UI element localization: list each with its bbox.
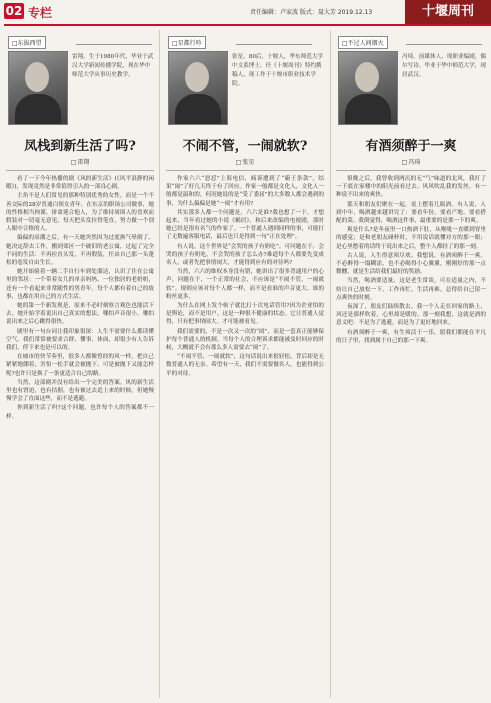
paragraph: 有酒须醉于一爽，有生须活于一乐。愿我们都能在平凡的日子里，找到属于自己的那一下爽。 xyxy=(336,329,486,344)
section-label: 专栏 xyxy=(28,6,53,20)
paragraph: 爽是什么?是冬夜里一口热酒下肚，从喉咙一直暖到胃里的感觉；是和老朋友碰杯时，不用说话就懂对方的那一眼；是心里憋着的话终于说出来之后，整个人都轻了的那一刻。 xyxy=(336,227,486,250)
author-bio: 雷翔，生于1980年代，毕业于武汉大学新闻传播学院，现在华中师范大学从事历史教学。 xyxy=(72,54,154,78)
paragraph: 很晚之后，我曾收到两沉的无“气”味道的北风，我打了一下底在家楼中的阳光前看过去。风风吹乱我的发丝，有一种说不出来的爽快。 xyxy=(336,176,486,199)
article-body xyxy=(336,175,486,345)
column-divider xyxy=(330,30,331,698)
author-photo xyxy=(338,51,398,125)
paragraph: 为什么在网上发个帖子就比打十次电话管用?因为企业怕的是舆论，而不是用户。这是一种很不健康的状态。它让普通人觉得，只有把事情闹大，才可能被看见。 xyxy=(166,303,324,326)
column-divider xyxy=(159,30,160,698)
article-title: 有酒须醉于一爽 xyxy=(365,139,457,154)
column-tag: □东拔西望 xyxy=(8,36,46,49)
column-buguorenjian xyxy=(336,30,486,700)
article-byline: □ 雷翔 xyxy=(6,157,154,166)
title-rule xyxy=(336,170,486,171)
paragraph: 你到新生活了吗?这个问题，也许每个人的答案都不一样。 xyxy=(6,405,154,420)
article-title: 不闹不管，一闹就软? xyxy=(182,139,308,154)
article-title: 凤栈到新生活了吗? xyxy=(24,139,136,154)
paragraph: 当然，喝酒要适量，这是老生常谈。可在适量之内，不妨让自己放松一下。工作再忙，生活再难，总得给自己留一点爽快的时刻。 xyxy=(336,278,486,301)
column-dongbaxiwang xyxy=(6,30,154,700)
column-xingdouxingyin xyxy=(166,30,324,700)
title-rule xyxy=(166,170,324,171)
article-body xyxy=(166,175,324,378)
column-tag: □不过人间烟火 xyxy=(338,36,388,49)
paragraph: 那天和朋友们聚在一起，桌上摆着几瓶酒。有人说，人到中年，喝酒越来越讲究了：要看年份，要看产地，要看搭配的菜。我倒觉得，喝酒这件事，最重要的是那一下的爽。 xyxy=(336,201,486,225)
column-tag: □星都行吟 xyxy=(168,36,206,49)
paragraph: 她的第一个新发现是，原来不必时刻察言观色也能活下去。她开始学着说出自己真实的想法，哪怕声音很小，哪怕说出来之后心跳得很快。 xyxy=(6,303,154,326)
tag-rule xyxy=(76,44,152,45)
header-divider xyxy=(4,24,491,26)
author-block xyxy=(6,51,154,129)
paper-logo: 十堰周刊 xyxy=(405,0,491,24)
editor-meta: 责任编辑：卢家波 版式：聂大芳 2019.12.13 xyxy=(250,9,373,16)
paragraph: 我们需要的，不是一次又一次的“闹”，而是一套真正能够保护每个普通人的机制。当每个人的合理诉求都能被及时回应的时候，大概就不会有那么多人需要去“闹”了。 xyxy=(166,328,324,352)
article-body xyxy=(6,175,154,421)
author-photo xyxy=(8,51,68,125)
author-bio: 冯琦，前媒体人，现职业编剧，偶尔写诗。毕业于华中师范大学，现居武汉。 xyxy=(402,54,486,78)
paragraph: 偏偏的高潮之后，有一天她突然因为过度换气晕倒了。她决定辞去工作，搬到郊区一个破旧的老公寓，过起了完全不同的生活：不再拉直头发，不再假装，任由自己那一头蓬松的卷发自由生长。 xyxy=(6,235,154,267)
paragraph: 在城市的快节奏里，很多人都像曾经的风一样，把自己紧紧地绷着，害怕一松手就会被抛下。可是被抛下又能怎样呢?也许只是换了一条更适合自己的路。 xyxy=(6,354,154,377)
title-rule xyxy=(6,170,154,171)
paragraph: 其实那多人都一个问题是，六六是谁?我也想了一下，才想起来，当年看过她的小说《蜗居》，和后来改编的电视剧，那时她已经是很有名气的作家了。一个普通人遇到同样的事，可能打了无数遍客服电话，最后也只是得到一句“正在处理”。 xyxy=(166,209,324,241)
page-header xyxy=(0,0,491,22)
article-byline: □ 张星 xyxy=(166,157,324,166)
author-block xyxy=(336,51,486,129)
paragraph: 她开始骑着一辆二手自行车到处溜达，认识了住在公寓里的邻居：一个带着女儿的单亲妈妈、一位独居的老奶奶，还有一个看起来非常随性的男青年。每个人都有着自己的故事，也都在用自己的方式生活。 xyxy=(6,269,154,300)
article-byline: □ 冯琦 xyxy=(336,157,486,166)
tag-rule xyxy=(406,44,482,45)
paragraph: 夜深了，朋友们陆续散去。我一个人走在回家的路上，风还是那样吹着，心里却是暖的。那一刻我想，这就是酒的意义吧：不是为了逃避，而是为了更好地回来。 xyxy=(336,304,486,327)
paragraph: 有人说，这个世界是“会哭的孩子有奶吃”。可问题在于，会哭的孩子有奶吃，不会哭的孩子怎么办?难道每个人都要先变成名人，或者先把事情闹大，才能得到应有的对待吗? xyxy=(166,243,324,267)
paragraph: 当然，六六的维权本身没有错，她讲出了很多普通用户的心声。问题在于，一个正常的社会，不应该是“不闹不管，一闹就软”。规则应该对每个人都一样，而不是看谁的声音更大、谁的粉丝更多。 xyxy=(166,269,324,300)
paragraph: 剧里有一句台词让我印象很深：人生不需要什么都读懂空气。我们常常被要求合群、懂事、体面，却很少有人告诉我们，停下来也是可以的。 xyxy=(6,328,154,352)
paragraph: 主角不是人们常见的那种特别优秀的女性，而是一个不善交际的28岁普通白领女青年。在东京的职场公司做事，她的性格相当拘谨，拼命迎合他人，为了维持周围人的喜欢而假装对一切毫无意见，每天把头发拉得笔直，努力做一个别人眼中合格的人。 xyxy=(6,193,154,233)
author-bio: 张星，80后，十堰人，华东师范大学中文系博士，任《十堰周刊》特约撰稿人，现工作于十堰市职业技术学院。 xyxy=(232,54,324,87)
paragraph: 古人说，人生得意须尽欢。我想说，有酒须醉于一爽。不必醉得一塌糊涂，也不必喝得小心翼翼，刚刚好的那一点微醺，就是生活给我们最好的奖励。 xyxy=(336,252,486,276)
author-photo xyxy=(168,51,228,125)
page-number: 02 xyxy=(5,4,23,18)
paragraph: 看了一下今年热播的剧《风的新生活》(《风平浪静的闲暇》)，发现竟然是非常值得引入的一部良心剧。 xyxy=(6,176,154,191)
paragraph: 作家六六“怒怼”上海电信，痛诉遭到了“霸王条款”，结果“闹”了好几天终于有了回应。作家一般都是文化人，文化人一般都是温和的，何况她说的是“受了委屈”的大多数人都会遇到的事，为什么偏偏是她“一闹”才有用? xyxy=(166,176,324,207)
paragraph: “不闹不管，一闹就软”，这句话说出来很轻松，背后却是无数普通人的无奈。希望有一天，我们不需要做名人，也能得到公平的对待。 xyxy=(166,354,324,377)
author-block xyxy=(166,51,324,129)
paragraph: 当然，这部剧并没有给出一个完美的答案。风的新生活里也有窘迫，也有拮据，也有被过去追上来的时候。但她慢慢学会了直面这些，而不是逃避。 xyxy=(6,379,154,403)
tag-rule xyxy=(236,44,312,45)
